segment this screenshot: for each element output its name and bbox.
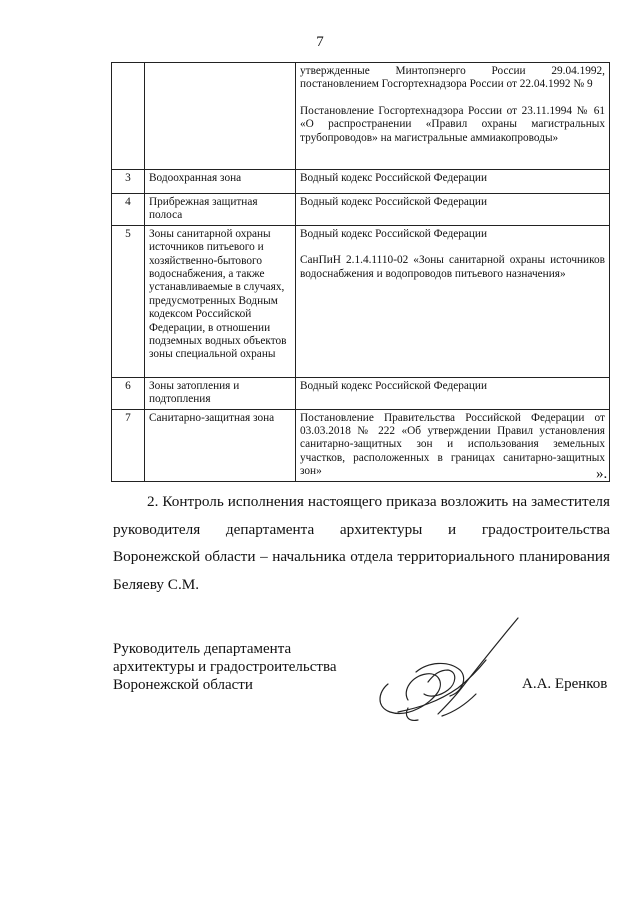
legal-paragraph: Водный кодекс Российской Федерации xyxy=(300,379,488,392)
legal-basis xyxy=(296,377,610,409)
legal-basis xyxy=(296,409,610,481)
zone-name: Зоны затопления и подтопления xyxy=(145,377,296,409)
table-row xyxy=(112,194,610,226)
legal-paragraph: утвержденные Минтопэнерго России 29.04.1992, постановлением Госгортехнадзора России от 22.04.1992 № 9 xyxy=(300,65,605,91)
zones-table xyxy=(111,62,610,482)
table-row xyxy=(112,409,610,481)
handwritten-signature xyxy=(368,612,538,732)
table-row xyxy=(112,63,610,170)
legal-basis xyxy=(296,170,610,194)
clause-text: 2. Контроль исполнения настоящего приказа возложить на заместителя руководителя департамента архитектуры и градостроительства Воронежской области – начальника отдела территориального планирования Беляеву С.М. xyxy=(113,493,610,593)
legal-paragraph: Постановление Госгортехнадзора России от 23.11.1994 № 61 «О распространении «Правил охраны магистральных трубопроводов» на магистральные аммиакопроводы» xyxy=(300,104,605,144)
signatory-title-line: Воронежской области xyxy=(113,677,253,693)
closing-quote: ». xyxy=(596,466,608,482)
zone-name: Водоохранная зона xyxy=(145,170,296,194)
row-number: 3 xyxy=(112,170,145,194)
zone-name xyxy=(145,63,296,170)
row-number: 5 xyxy=(112,225,145,377)
signatory-title-line: архитектуры и градостроительства xyxy=(113,659,337,675)
legal-paragraph: Постановление Правительства Российской Федерации от 03.03.2018 № 222 «Об утверждении Правил установления санитарно-защитных зон и использования земельных участков, расположенных в границах санитарно-защитных зон» xyxy=(300,411,605,478)
legal-basis xyxy=(296,194,610,226)
signatory-title-line: Руководитель департамента xyxy=(113,641,292,657)
legal-basis xyxy=(296,63,610,170)
page-number: 7 xyxy=(316,34,324,50)
legal-paragraph: СанПиН 2.1.4.1110-02 «Зоны санитарной охраны источников водоснабжения и водопроводов питьевого назначения» xyxy=(300,254,605,280)
clause-2 xyxy=(113,488,610,598)
legal-paragraph: Водный кодекс Российской Федерации xyxy=(300,227,488,240)
row-number: 4 xyxy=(112,194,145,226)
row-number: 6 xyxy=(112,377,145,409)
table-row xyxy=(112,377,610,409)
legal-paragraph: Водный кодекс Российской Федерации xyxy=(300,172,488,184)
signatory-name: А.А. Еренков xyxy=(522,676,608,692)
zone-name: Зоны санитарной охраны источников питьевого и хозяйственно-бытового водоснабжения, а также устанавливаемые в случаях, предусмотренных Водным кодексом Российской Федерации, в отношении подземных водных объектов зоны специальной охраны xyxy=(145,225,296,377)
table-row xyxy=(112,225,610,377)
legal-paragraph: Водный кодекс Российской Федерации xyxy=(300,196,488,208)
legal-basis xyxy=(296,225,610,377)
signatory-title xyxy=(113,640,336,694)
zone-name: Прибрежная защитная полоса xyxy=(145,194,296,226)
zone-name: Санитарно-защитная зона xyxy=(145,409,296,481)
row-number xyxy=(112,63,145,170)
row-number: 7 xyxy=(112,409,145,481)
table-row xyxy=(112,170,610,194)
